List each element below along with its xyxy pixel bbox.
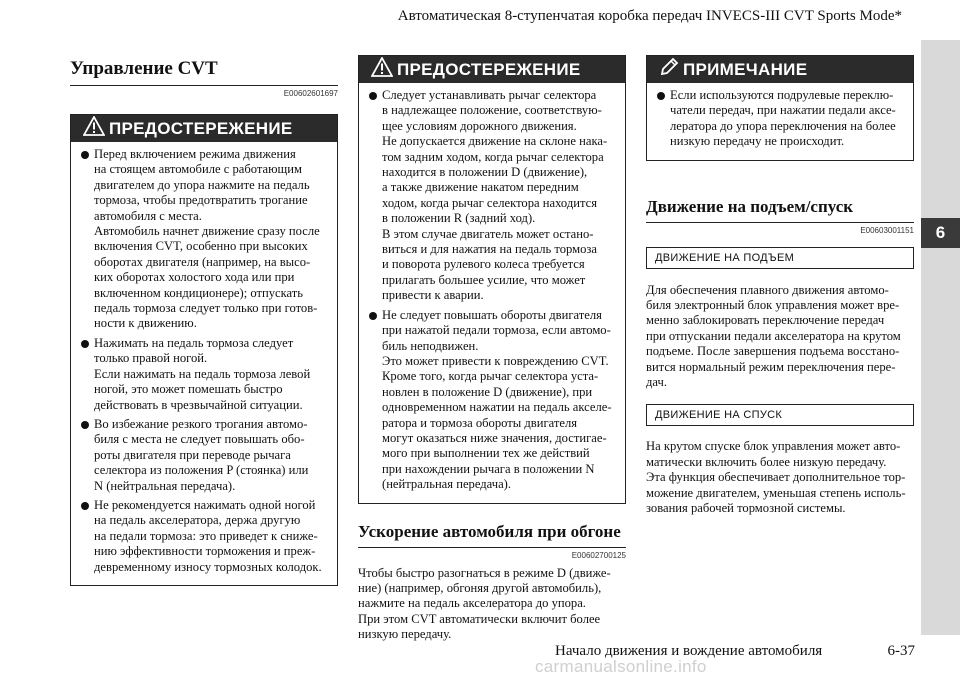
page-number: 6-37 [887,643,915,659]
heading-rule [646,222,914,223]
bullet-icon [369,92,377,100]
heading-rule [358,547,626,548]
paragraph: Для обеспечения плавного движения автомо- биля электронный блок управления может вре- менно заблокировать переключение передач при отпускании педали акселератора на крутом подъеме. После завершения подъема восстано- вится нормальный режим переключения пере- дач. [646,282,901,390]
section-heading-overtaking: Ускорение автомобиля при обгоне [358,521,621,541]
subheading-uphill: ДВИЖЕНИЕ НА ПОДЪЕМ [646,247,914,269]
column-1 [70,50,338,586]
column-2 [358,50,626,643]
bullet-icon [369,312,377,320]
running-header: Автоматическая 8-ступенчатая коробка передач INVECS-III CVT Sports Mode* [397,8,902,24]
bullet-icon [81,502,89,510]
bullet-icon [81,421,89,429]
note-header [647,56,913,83]
note-title: ПРИМЕЧАНИЕ [683,59,808,79]
list-item: Перед включением режима движения на стоящем автомобиле с работающим двигателем до упора нажмите на педаль тормоза, чтобы предотвратить трогание автомобиля с места. Автомобиль начнет движение сразу после включения CVT, особенно при высоких оборотах двигателя (например, на высо- ких оборотах холостого хода или при включенном кондиционере); отпускать педаль тормоза следует только при готов- ности к движению. [81,147,329,332]
column-3 [646,50,914,517]
list-item: Следует устанавливать рычаг селектора в надлежащее положение, соответствую- щее условиям дорожного движения. Не допускается движение на склоне нака- том задним ходом, когда рычаг селектора находится в положении D (движение), а также движение накатом передним ходом, когда рычаг селектора находится в положении R (задний ход). В этом случае двигатель может остано- виться и для нажатия на педаль тормоза и поворота рулевого колеса требуется прилагать большее усилие, что может привести к аварии. [369,88,617,304]
bullet-icon [81,151,89,159]
list-item: Нажимать на педаль тормоза следует только правой ногой. Если нажимать на педаль тормоза левой ногой, это может помешать быстро действовать в чрезвычайной ситуации. [81,336,329,413]
subheading-downhill: ДВИЖЕНИЕ НА СПУСК [646,404,914,426]
section-heading-uphill-downhill: Движение на подъем/спуск [646,196,854,216]
paragraph: На крутом спуске блок управления может авто- матически включить более низкую передачу. Эта функция обеспечивает дополнительное тор- можение двигателем, уменьшая степень исполь- зования рабочей тормозной системы. [646,439,906,516]
warning-triangle-icon [83,116,109,141]
list-item: Если используются подрулевые переклю- чатели передач, при нажатии педали аксе- лератора до упора переключения на более низкую передачу не происходит. [657,88,905,150]
section-heading-cvt-control: Управление CVT [70,58,218,79]
heading-rule [70,85,338,86]
list-item: Не следует повышать обороты двигателя при нажатой педали тормоза, если автомо- биль неподвижен. Это может привести к повреждению CVT. Кроме того, когда рычаг селектора уста- новлен в положение D (движение), при одновременном нажатии на педаль акселе- ратора и тормоза обороты двигателя могут оказаться ниже значения, достигае- мого при выполнении тех же действий при нахождении рычага в положении N (нейтральная передача). [369,308,617,493]
pencil-icon [659,57,683,82]
warning-box [358,55,626,504]
warning-header [71,115,337,142]
section-code: E00602601697 [283,89,338,98]
chapter-number: 6 [921,218,960,248]
watermark: carmanualsonline.info [535,657,707,676]
warning-header [359,56,625,83]
section-code: E00603001151 [860,225,914,235]
note-box [646,55,914,161]
warning-title: ПРЕДОСТЕРЕЖЕНИЕ [109,118,293,138]
list-item: Во избежание резкого трогания автомо- биля с места не следует повышать обо- роты двигателя при переводе рычага селектора из положения P (стоянка) или N (нейтральная передача). [81,417,329,494]
section-code: E00602700125 [571,550,626,560]
footer-section-title: Начало движения и вождение автомобиля [555,643,823,659]
bullet-icon [657,92,665,100]
bullet-icon [81,340,89,348]
paragraph: Чтобы быстро разогнаться в режиме D (движе- ние) (например, обгоняя другой автомобиль), нажмите на педаль акселератора до упора. При этом CVT автоматически включит более низкую передачу. [358,565,611,642]
list-item: Не рекомендуется нажимать одной ногой на педаль акселератора, держа другую на педали тормоза: это приведет к сниже- нию эффективности торможения и преж- девременному износу тормозных колодок. [81,498,329,575]
warning-title: ПРЕДОСТЕРЕЖЕНИЕ [397,59,581,79]
warning-triangle-icon [371,57,397,82]
warning-box [70,114,338,586]
chapter-tab [921,40,960,635]
